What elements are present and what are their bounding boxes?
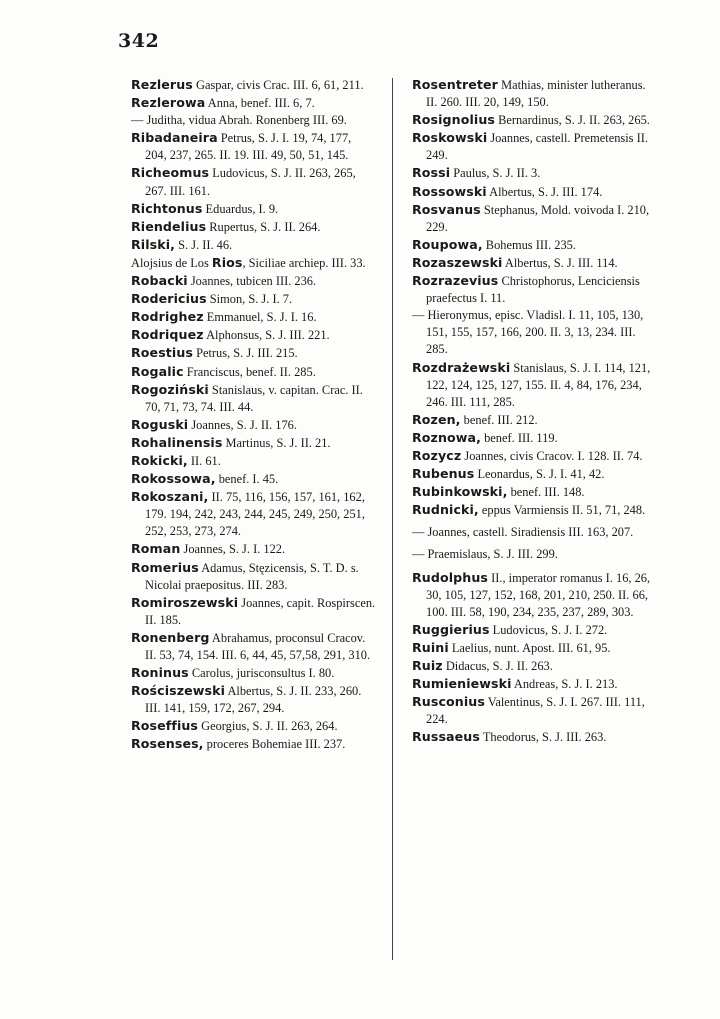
index-entry	[412, 693, 659, 728]
entry-text: Eduardus, I. 9.	[202, 201, 279, 216]
index-entry	[412, 411, 659, 429]
entry-text: benef. I. 45.	[215, 472, 279, 487]
entry-text: II. 75, 116, 156, 157, 161, 162, 179. 194, 242, 243, 244, 245, 249, 250, 251, 252, 253, 273, 274.	[145, 490, 365, 539]
index-entry	[412, 183, 659, 201]
entry-headword: Rokossowa,	[131, 471, 216, 487]
entry-text: Bohemus III. 235.	[482, 237, 576, 252]
entry-headword: Rios	[211, 254, 243, 270]
page-number: 342	[118, 30, 160, 52]
index-entry	[131, 488, 376, 540]
index-entry	[131, 129, 376, 164]
index-entry	[131, 344, 376, 362]
entry-text: Anna, benef. III. 6, 7.	[205, 96, 315, 111]
entry-text: Leonardus, S. J. I. 41, 42.	[474, 467, 605, 482]
entry-text: Gaspar, civis Crac. III. 6, 61, 211.	[192, 78, 364, 92]
entry-text: Mathias, minister lutheranus. II. 260. III. 20, 149, 150.	[426, 78, 646, 110]
entry-text: proceres Bohemiae III. 237.	[203, 737, 346, 752]
entry-text: II., imperator romanus I. 16, 26, 30, 105, 127, 152, 168, 201, 210, 250. II. 66, 100. III. 58, 190, 234, 235, 237, 289, 303.	[426, 570, 651, 619]
index-entry	[131, 559, 376, 594]
entry-text: Didacus, S. J. II. 263.	[442, 659, 553, 673]
entry-headword: Rosenses,	[131, 736, 204, 752]
index-entry	[131, 629, 376, 664]
entry-text: Abrahamus, proconsul Cracov. II. 53, 74, 154. III. 6, 44, 45, 57,58, 291, 310.	[145, 630, 371, 662]
entry-text: Valentinus, S. J. I. 267. III. 111, 224.	[426, 695, 645, 727]
entry-headword: Richtonus	[131, 200, 203, 216]
entry-headword: Roninus	[131, 665, 189, 681]
entry-text: Ludovicus, S. J. I. 272.	[489, 622, 608, 637]
entry-headword: Rokoszani,	[131, 489, 209, 505]
entry-headword: Roznowa,	[412, 429, 482, 445]
entry-headword: Ronenberg	[131, 629, 210, 645]
entry-headword: Rudolphus	[412, 569, 488, 585]
entry-text: Rupertus, S. J. II. 264.	[206, 219, 321, 234]
entry-headword: Rilski,	[131, 236, 176, 252]
entry-headword: Rozdrażewski	[412, 359, 511, 375]
index-entry	[131, 717, 376, 735]
entry-text: Stephanus, Mold. voivoda I. 210, 229.	[426, 202, 650, 234]
index-entry	[131, 682, 376, 717]
index-column-right	[412, 76, 659, 746]
entry-headword: Roman	[131, 541, 181, 557]
entry-text: Carolus, jurisconsultus I. 80.	[188, 666, 335, 681]
index-entry	[131, 326, 376, 344]
entry-headword: Rosvanus	[412, 201, 481, 217]
entry-text: Albertus, S. J. II. 233, 260. III. 141, 159, 172, 267, 294.	[145, 684, 362, 716]
entry-headword: Rubenus	[412, 466, 475, 482]
entry-text: Emmanuel, S. J. I. 16.	[203, 310, 317, 325]
entry-headword: Rodrighez	[131, 309, 204, 325]
index-entry	[131, 452, 376, 470]
index-entry	[131, 381, 376, 416]
index-entry	[131, 76, 376, 94]
index-entry	[412, 483, 659, 501]
entry-headword: Robacki	[131, 273, 188, 289]
entry-headword: Riendelius	[131, 218, 207, 234]
entry-text: Alojsius de Los	[131, 255, 212, 270]
entry-headword: Rosignolius	[412, 112, 495, 128]
entry-text: Ludovicus, S. J. II. 263, 265, 267. III. 161.	[145, 166, 356, 198]
entry-text: , Siciliae archiep. III. 33.	[242, 255, 366, 270]
index-entry	[412, 569, 659, 621]
entry-headword: Rozrazevius	[412, 273, 499, 289]
entry-text: Paulus, S. J. II. 3.	[450, 166, 541, 181]
index-entry	[131, 254, 376, 272]
entry-text: Bernardinus, S. J. II. 263, 265.	[495, 113, 650, 128]
index-column-left	[131, 76, 376, 754]
index-entry	[131, 470, 376, 488]
entry-text: Petrus, S. J. I. 19, 74, 177, 204, 237, 265. II. 19. III. 49, 50, 51, 145.	[145, 131, 352, 163]
entry-text: — Praemislaus, S. J. III. 299.	[412, 547, 558, 562]
entry-headword: Richeomus	[131, 165, 210, 181]
index-entry	[412, 657, 659, 675]
entry-text: Adamus, Stęzicensis, S. T. D. s. Nicolai praepositus. III. 283.	[145, 560, 359, 592]
entry-headword: Rogoziński	[131, 381, 209, 397]
index-entry	[412, 465, 659, 483]
entry-text: Stanislaus, S. J. I. 114, 121, 122, 124, 125, 127, 155. II. 4, 84, 176, 234, 246. III. 111, 285.	[426, 360, 651, 409]
entry-headword: Rozen,	[412, 411, 461, 427]
entry-text: Laelius, nunt. Apost. III. 61, 95.	[448, 640, 611, 655]
index-entry	[131, 112, 376, 129]
index-entry	[131, 200, 376, 218]
entry-text: — Hieronymus, episc. Vladisl. I. 11, 105, 130, 151, 155, 157, 166, 200. II. 3, 13, 234. III. 285.	[412, 308, 644, 357]
entry-headword: Rossi	[412, 165, 451, 181]
index-entry	[131, 664, 376, 682]
entry-text: benef. III. 119.	[481, 430, 558, 445]
entry-text: S. J. II. 46.	[175, 237, 233, 252]
index-entry	[412, 621, 659, 639]
entry-headword: Ruiz	[412, 658, 443, 673]
entry-headword: Rusconius	[412, 694, 485, 710]
index-entry	[412, 164, 659, 182]
entry-text: Simon, S. J. I. 7.	[206, 292, 293, 307]
entry-text: Theodorus, S. J. III. 263.	[479, 730, 607, 745]
index-entry	[412, 201, 659, 236]
entry-headword: Ruggierius	[412, 621, 490, 637]
entry-text: Georgius, S. J. II. 263, 264.	[198, 719, 338, 734]
index-entry	[412, 359, 659, 411]
index-entry	[412, 675, 659, 693]
index-entry	[131, 218, 376, 236]
entry-headword: Rosentreter	[412, 77, 498, 92]
index-entry	[131, 594, 376, 629]
index-entry	[131, 236, 376, 254]
index-entry	[131, 416, 376, 434]
entry-headword: Rościszewski	[131, 683, 226, 699]
entry-headword: Roupowa,	[412, 236, 483, 252]
entry-headword: Roguski	[131, 416, 189, 432]
entry-text: — Joannes, castell. Siradiensis III. 163, 207.	[412, 525, 634, 540]
entry-text: II. 61.	[187, 453, 221, 468]
index-entry	[412, 524, 659, 541]
index-entry	[412, 728, 659, 746]
index-entry	[131, 308, 376, 326]
entry-headword: Rodriquez	[131, 327, 204, 343]
entry-text: Joannes, tubicen III. 236.	[187, 274, 317, 289]
entry-text: Petrus, S. J. III. 215.	[193, 346, 298, 361]
entry-headword: Rozycz	[412, 447, 462, 463]
index-entry	[412, 129, 659, 164]
entry-text: Stanislaus, v. capitan. Crac. II. 70, 71, 73, 74. III. 44.	[145, 382, 363, 414]
entry-text: Albertus, S. J. III. 114.	[502, 255, 618, 270]
entry-text: — Juditha, vidua Abrah. Ronenberg III. 69.	[131, 113, 347, 128]
entry-text: benef. III. 212.	[460, 412, 538, 427]
entry-headword: Rokicki,	[131, 452, 188, 468]
entry-text: Andreas, S. J. I. 213.	[511, 677, 618, 692]
entry-text: Joannes, S. J. II. 176.	[188, 417, 297, 432]
entry-text: benef. III. 148.	[507, 485, 585, 500]
entry-headword: Russaeus	[412, 729, 480, 745]
index-entry	[131, 272, 376, 290]
index-entry	[412, 447, 659, 465]
entry-headword: Roskowski	[412, 130, 488, 146]
entry-text: Martinus, S. J. II. 21.	[222, 435, 331, 450]
entry-headword: Ribadaneira	[131, 130, 218, 146]
entry-headword: Romiroszewski	[131, 594, 239, 610]
entry-text: Joannes, capit. Rospirscen. II. 185.	[145, 595, 376, 627]
index-entry	[131, 164, 376, 199]
entry-text: Albertus, S. J. III. 174.	[486, 184, 603, 199]
entry-headword: Rozaszewski	[412, 254, 503, 270]
index-entry	[131, 735, 376, 753]
index-entry	[131, 363, 376, 381]
index-entry	[412, 272, 659, 307]
entry-headword: Rossowski	[412, 183, 487, 199]
index-entry	[131, 434, 376, 452]
index-entry	[412, 429, 659, 447]
index-entry	[131, 290, 376, 308]
entry-headword: Roestius	[131, 345, 193, 361]
entry-text: eppus Varmiensis II. 51, 71, 248.	[478, 503, 646, 518]
entry-headword: Rezlerus	[131, 77, 193, 92]
entry-headword: Ruini	[412, 639, 449, 655]
entry-headword: Rudnicki,	[412, 502, 479, 518]
entry-headword: Rumieniewski	[412, 676, 512, 692]
entry-headword: Rezlerowa	[131, 95, 206, 111]
entry-text: Franciscus, benef. II. 285.	[183, 364, 316, 379]
index-entry	[412, 546, 659, 563]
entry-headword: Roseffius	[131, 718, 199, 734]
index-entry	[412, 639, 659, 657]
entry-text: Alphonsus, S. J. III. 221.	[203, 328, 330, 343]
entry-headword: Rubinkowski,	[412, 484, 508, 500]
entry-headword: Romerius	[131, 559, 199, 575]
index-entry	[412, 501, 659, 519]
entry-text: Joannes, castell. Premetensis II. 249.	[426, 131, 648, 163]
entry-text: Joannes, civis Cracov. I. 128. II. 74.	[461, 448, 643, 463]
entry-text: Joannes, S. J. I. 122.	[180, 542, 286, 557]
index-entry	[412, 76, 659, 111]
entry-headword: Rogalic	[131, 363, 184, 379]
index-entry	[131, 540, 376, 558]
index-entry	[412, 111, 659, 129]
entry-text: Christophorus, Lenciciensis praefectus I. 11.	[426, 274, 640, 306]
index-entry	[412, 236, 659, 254]
index-entry	[412, 307, 659, 358]
column-divider	[392, 78, 393, 960]
index-entry	[412, 254, 659, 272]
entry-headword: Rohalinensis	[131, 434, 223, 450]
entry-headword: Rodericius	[131, 291, 207, 307]
index-entry	[131, 94, 376, 112]
